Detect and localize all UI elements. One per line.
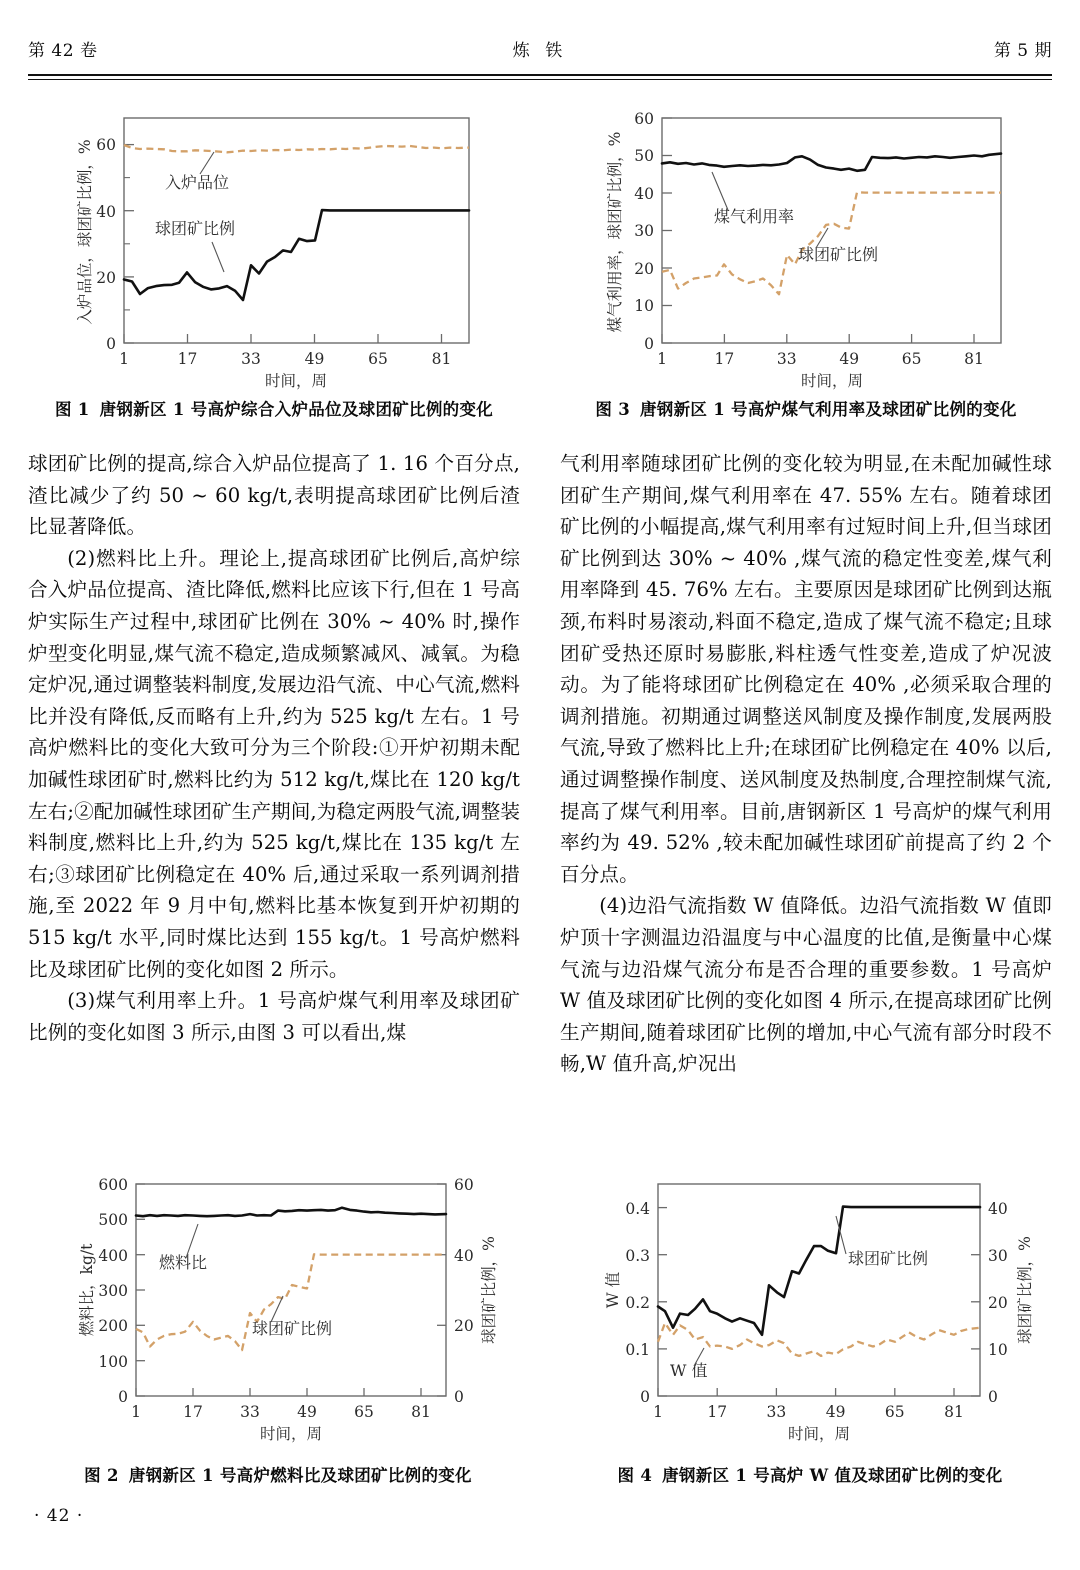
svg-text:40: 40 (96, 203, 116, 221)
svg-text:入炉品位，球团矿比例，%: 入炉品位，球团矿比例，% (76, 139, 94, 325)
figure-1-caption (28, 396, 520, 420)
svg-text:0: 0 (988, 1388, 998, 1406)
svg-text:0: 0 (644, 335, 654, 353)
svg-text:300: 300 (98, 1282, 128, 1300)
svg-text:65: 65 (901, 350, 922, 368)
svg-text:时间，周: 时间，周 (787, 1425, 851, 1443)
svg-text:煤气利用率，球团矿比例，%: 煤气利用率，球团矿比例，% (606, 131, 624, 333)
svg-text:20: 20 (634, 260, 654, 278)
svg-text:1: 1 (119, 350, 129, 368)
figure-4-caption-text: 唐钢新区 1 号高炉 W 值及球团矿比例的变化 (662, 1466, 1003, 1485)
figure-4 (560, 1168, 1060, 1486)
svg-text:20: 20 (454, 1317, 474, 1335)
svg-text:49: 49 (304, 350, 325, 368)
svg-text:33: 33 (240, 1403, 260, 1421)
journal-title: 炼 铁 (512, 41, 568, 61)
figure-2-chart (28, 1168, 528, 1448)
right-column-text (560, 448, 1052, 1080)
svg-text:200: 200 (98, 1317, 128, 1335)
svg-text:20: 20 (988, 1294, 1008, 1312)
svg-text:60: 60 (454, 1176, 474, 1194)
svg-text:49: 49 (839, 350, 860, 368)
annotation-label-w-value: W 值 (670, 1361, 708, 1380)
svg-text:17: 17 (707, 1403, 728, 1421)
svg-text:10: 10 (988, 1341, 1008, 1359)
svg-text:40: 40 (454, 1247, 474, 1265)
svg-text:0.4: 0.4 (625, 1200, 650, 1218)
paragraph-r2: (4)边沿气流指数 W 值降低。边沿气流指数 W 值即炉顶十字测温边沿温度与中心温度的比值,是衡量中心煤气流与边沿煤气流分布是否合理的重要参数。1 号高炉 W 值及球团矿比例的变化如图 4 所示,在提高球团矿比例生产期间,随着球团矿比例的增加,中心气流有部分时段不畅,W 值升高,炉况出 (560, 894, 1052, 1076)
paragraph-r1: 气利用率随球团矿比例的变化较为明显,在未配加碱性球团矿生产期间,煤气利用率在 47. 55% 左右。随着球团矿比例的小幅提高,煤气利用率有过短时间上升,但当球团矿比例到达 30% ~ 40% ,煤气流的稳定性变差,煤气利用率降到 45. 76% 左右。主要原因是球团矿比例到达瓶颈,布料时易滚动,料面不稳定,造成了煤气流不稳定;且球团矿受热还原时易膨胀,料柱透气性变差,造成了炉况波动。为了能将球团矿比例稳定在 40% ,必须采取合理的调剂措施。初期通过调整送风制度及操作制度,发展两股气流,导致了燃料比上升;在球团矿比例稳定在 40% 以后,通过调整操作制度、送风制度及热制度,合理控制煤气流,提高了煤气利用率。目前,唐钢新区 1 号高炉的煤气利用率约为 49. 52% ,较未配加碱性球团矿前提高了约 2 个百分点。 (560, 452, 1052, 886)
svg-text:0: 0 (106, 335, 116, 353)
svg-text:30: 30 (634, 222, 654, 240)
svg-text:17: 17 (714, 350, 735, 368)
svg-text:65: 65 (884, 1403, 905, 1421)
figure-3-caption-text: 唐钢新区 1 号高炉煤气利用率及球团矿比例的变化 (639, 400, 1017, 419)
annotation-label-pellet-ratio-1: 球团矿比例 (155, 219, 236, 238)
svg-text:1: 1 (653, 1403, 663, 1421)
svg-text:400: 400 (98, 1247, 128, 1265)
volume-label: 第 42 卷 (28, 41, 98, 61)
page-number: · 42 · (34, 1506, 84, 1526)
figure-3-number: 图 3 (595, 400, 630, 419)
svg-text:50: 50 (634, 147, 654, 165)
svg-text:0.1: 0.1 (625, 1341, 650, 1359)
svg-text:60: 60 (634, 110, 654, 128)
svg-text:33: 33 (776, 350, 797, 368)
annotation-label-pellet-ratio-3: 球团矿比例 (798, 245, 879, 264)
svg-text:时间，周: 时间，周 (259, 1425, 323, 1443)
figure-4-number: 图 4 (617, 1466, 653, 1485)
paragraph-l1: 球团矿比例的提高,综合入炉品位提高了 1. 16 个百分点,渣比减少了约 50 ~ 60 kg/t,表明提高球团矿比例后渣比显著降低。 (28, 452, 520, 539)
svg-text:0: 0 (454, 1388, 464, 1406)
svg-text:球团矿比例，%: 球团矿比例，% (480, 1236, 498, 1344)
svg-text:81: 81 (964, 350, 984, 368)
svg-text:燃料比，kg/t: 燃料比，kg/t (78, 1243, 96, 1337)
paragraph-l3: (3)煤气利用率上升。1 号高炉煤气利用率及球团矿比例的变化如图 3 所示,由图 3 可以看出,煤 (28, 989, 520, 1044)
svg-text:81: 81 (431, 350, 452, 368)
annotation-label-gas-utilization: 煤气利用率 (714, 207, 795, 226)
header-rule-thick (28, 74, 1052, 76)
figure-1-number: 图 1 (54, 400, 90, 419)
svg-text:49: 49 (297, 1403, 317, 1421)
figure-2 (28, 1168, 528, 1486)
svg-text:10: 10 (634, 297, 654, 315)
left-column-text (28, 448, 520, 1048)
annotation-label-pellet-ratio-4: 球团矿比例 (848, 1249, 929, 1268)
issue-label: 第 5 期 (993, 41, 1052, 61)
annotation-label-pellet-ratio-2: 球团矿比例 (252, 1319, 333, 1338)
paragraph-l2: (2)燃料比上升。理论上,提高球团矿比例后,高炉综合入炉品位提高、渣比降低,燃料比应该下行,但在 1 号高炉实际生产过程中,球团矿比例在 30% ~ 40% 时,操作炉型变化明显,煤气流不稳定,造成频繁减风、减氧。为稳定炉况,通过调整装料制度,发展边沿气流、中心气流,燃料比并没有降低,反而略有上升,约为 525 kg/t 左右。1 号高炉燃料比的变化大致可分为三个阶段:①开炉初期未配加碱性球团矿时,燃料比约为 512 kg/t,煤比在 120 kg/t 左右;②配加碱性球团矿生产期间,为稳定两股气流,调整装料制度,燃料比上升,约为 525 kg/t,煤比在 135 kg/t 左右;③球团矿比例稳定在 40% 后,通过采取一系列调剂措施,至 2022 年 9 月中旬,燃料比基本恢复到开炉初期的 515 kg/t 水平,同时煤比达到 155 kg/t。1 号高炉燃料比及球团矿比例的变化如图 2 所示。 (28, 546, 521, 981)
figure-1 (28, 100, 520, 420)
svg-text:600: 600 (98, 1176, 128, 1194)
svg-text:81: 81 (944, 1403, 964, 1421)
figure-1-caption-text: 唐钢新区 1 号高炉综合入炉品位及球团矿比例的变化 (99, 400, 494, 419)
svg-text:65: 65 (368, 350, 388, 368)
svg-text:1: 1 (131, 1403, 141, 1421)
svg-text:500: 500 (98, 1211, 128, 1229)
svg-text:65: 65 (354, 1403, 374, 1421)
svg-text:0.3: 0.3 (625, 1247, 650, 1265)
figure-2-caption-text: 唐钢新区 1 号高炉燃料比及球团矿比例的变化 (128, 1466, 472, 1485)
figure-3-caption (560, 396, 1052, 420)
figure-4-chart (560, 1168, 1060, 1448)
figure-1-chart (28, 100, 520, 390)
svg-text:1: 1 (657, 350, 667, 368)
svg-text:17: 17 (177, 350, 198, 368)
svg-text:20: 20 (96, 269, 116, 287)
figure-3-chart (560, 100, 1052, 390)
svg-text:81: 81 (411, 1403, 431, 1421)
figure-3 (560, 100, 1052, 420)
figure-4-caption (560, 1462, 1060, 1486)
svg-text:球团矿比例，%: 球团矿比例，% (1016, 1236, 1034, 1344)
figure-2-caption (28, 1462, 528, 1486)
svg-text:49: 49 (825, 1403, 846, 1421)
svg-text:时间，周: 时间，周 (264, 372, 328, 390)
svg-text:W 值: W 值 (604, 1271, 622, 1309)
svg-text:17: 17 (183, 1403, 203, 1421)
annotation-label-fuel-ratio: 燃料比 (159, 1253, 208, 1272)
svg-text:30: 30 (988, 1247, 1008, 1265)
svg-text:60: 60 (96, 136, 116, 154)
svg-text:33: 33 (766, 1403, 787, 1421)
svg-text:时间，周: 时间，周 (800, 372, 864, 390)
svg-text:0: 0 (118, 1388, 128, 1406)
annotation-label-ruluu-pinwei: 入炉品位 (165, 173, 230, 192)
svg-text:33: 33 (241, 350, 261, 368)
running-header (28, 36, 1052, 62)
figure-2-number: 图 2 (84, 1466, 119, 1485)
header-rule-thin (28, 79, 1052, 80)
svg-text:40: 40 (634, 185, 654, 203)
svg-text:0: 0 (640, 1388, 650, 1406)
svg-text:100: 100 (98, 1353, 128, 1371)
svg-text:40: 40 (988, 1200, 1008, 1218)
svg-text:0.2: 0.2 (625, 1294, 650, 1312)
